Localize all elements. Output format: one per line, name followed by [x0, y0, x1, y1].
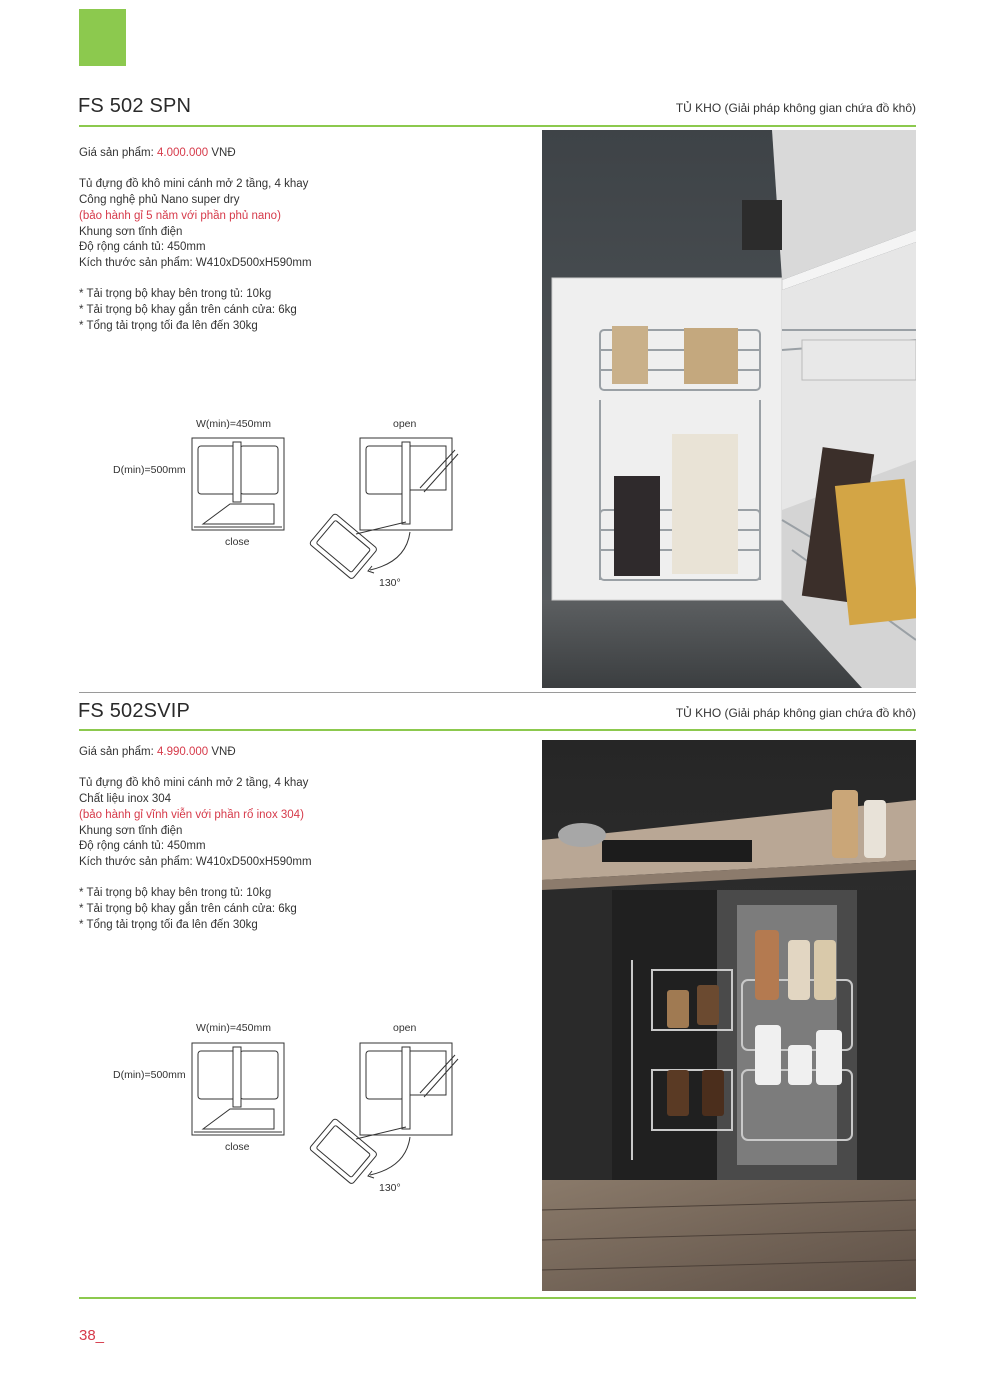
width-label: W(min)=450mm — [196, 418, 271, 430]
section-separator — [79, 692, 916, 693]
desc-line: Độ rộng cánh tủ: 450mm — [79, 241, 206, 254]
desc-line: Khung sơn tĩnh điện — [79, 824, 183, 837]
product-photo — [542, 740, 916, 1291]
load-line: * Tải trọng bộ khay gắn trên cánh cửa: 6kg — [79, 903, 297, 915]
desc-line: Kích thước sản phẩm: W410xD500xH590mm — [79, 256, 312, 269]
product-specs — [79, 745, 519, 933]
price-currency: VNĐ — [208, 147, 236, 159]
footer-divider — [79, 1297, 916, 1299]
depth-label: D(min)=500mm — [113, 464, 186, 476]
desc-line: Độ rộng cánh tủ: 450mm — [79, 840, 206, 853]
load-line: * Tổng tải trọng tối đa lên đến 30kg — [79, 319, 258, 332]
width-label: W(min)=450mm — [196, 1022, 271, 1034]
page-number: 38_ — [79, 1327, 105, 1344]
desc-line: Công nghệ phủ Nano super dry — [79, 194, 240, 207]
close-label: close — [225, 1141, 250, 1153]
price-label: Giá sản phẩm: — [79, 746, 157, 758]
installation-diagram — [110, 412, 490, 602]
price-line — [79, 745, 519, 761]
diagram-drawing — [110, 1016, 490, 1206]
section-color-tab — [79, 9, 126, 66]
load-line: * Tải trọng bộ khay gắn trên cánh cửa: 6kg — [79, 304, 297, 316]
warranty-line: (bảo hành gỉ 5 năm với phần phủ nano) — [79, 209, 281, 222]
price-label: Giá sản phẩm: — [79, 147, 157, 159]
desc-line: Chất liệu inox 304 — [79, 793, 172, 806]
installation-diagram — [110, 1016, 490, 1206]
product-photo — [542, 130, 916, 688]
price-value: 4.990.000 — [156, 746, 209, 758]
desc-line: Tủ đựng đồ khô mini cánh mở 2 tầng, 4 khay — [79, 777, 309, 790]
load-line: * Tải trọng bộ khay bên trong tủ: 10kg — [79, 887, 272, 900]
product-category: TỦ KHO (Giải pháp không gian chứa đồ khô) — [675, 101, 916, 115]
close-label: close — [225, 536, 250, 548]
product-specs — [79, 146, 519, 334]
price-value: 4.000.000 — [156, 147, 209, 159]
product-photo-illustration — [542, 740, 916, 1291]
desc-line: Kích thước sản phẩm: W410xD500xH590mm — [79, 855, 312, 868]
desc-line: Khung sơn tĩnh điện — [79, 225, 183, 238]
section-divider — [79, 729, 916, 731]
desc-line: Tủ đựng đồ khô mini cánh mở 2 tầng, 4 khay — [79, 178, 309, 191]
depth-label: D(min)=500mm — [113, 1069, 186, 1081]
product-title: FS 502 SPN — [78, 95, 192, 117]
product-category: TỦ KHO (Giải pháp không gian chứa đồ khô) — [675, 706, 916, 720]
section-divider — [79, 125, 916, 127]
load-line: * Tải trọng bộ khay bên trong tủ: 10kg — [79, 288, 272, 301]
price-currency: VNĐ — [208, 746, 236, 758]
price-line — [79, 146, 519, 162]
product-title: FS 502SVIP — [78, 700, 191, 722]
warranty-line: (bảo hành gỉ vĩnh viễn với phần rổ inox 304) — [79, 808, 304, 821]
load-line: * Tổng tải trọng tối đa lên đến 30kg — [79, 918, 258, 931]
angle-label: 130° — [379, 1182, 401, 1194]
open-label: open — [393, 418, 417, 430]
angle-label: 130° — [379, 577, 401, 589]
product-photo-illustration — [542, 130, 916, 688]
diagram-drawing — [110, 412, 490, 602]
open-label: open — [393, 1022, 417, 1034]
